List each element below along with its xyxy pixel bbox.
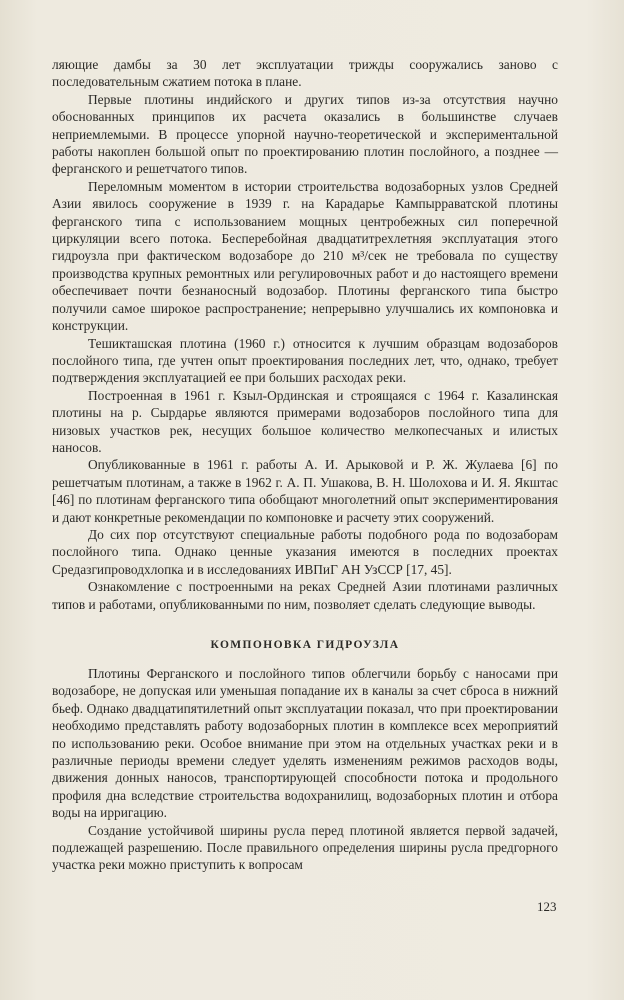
paragraph: Создание устойчивой ширины русла перед плотиной является первой задачей, подлежащей разрешению. После правильного определения ширины русла предгорного участка реки можно приступить к вопросам bbox=[52, 822, 558, 873]
paragraph: Тешикташская плотина (1960 г.) относится к лучшим образцам водозаборов послойного типа, где учтен опыт проектирования последних лет, что, однако, требует подтверждения эксплуатацией ее при больших расходах реки. bbox=[52, 335, 558, 386]
paragraph: Опубликованные в 1961 г. работы А. И. Арыковой и Р. Ж. Жулаева [6] по решетчатым плотинам, а также в 1962 г. А. П. Ушакова, В. Н. Шолохова и И. Я. Якштас [46] по плотинам ферганского типа обобщают многолетний опыт экспериментирования и дают конкретные рекомендации по компоновке и расчету этих сооружений. bbox=[52, 457, 558, 525]
paragraph: Построенная в 1961 г. Кзыл-Ординская и строящаяся с 1964 г. Казалинская плотины на р. Сырдарье являются примерами водозаборов послойного типа для низовых участков рек, несущих большое количество мелкопесчаных и илистых наносов. bbox=[52, 387, 558, 455]
paragraph: Переломным моментом в истории строительства водозаборных узлов Средней Азии явилось сооружение в 1939 г. на Карадарье Кампырраватской плотины ферганского типа с использованием мощных центробежных сил поперечной циркуляции всего потока. Бесперебойная двадцатитрехлетняя эксплуатация этого гидроузла при фактическом водозаборе до 210 м³/сек не требовала по существу производства крупных ремонтных или регулировочных работ и до настоящего времени обеспечивает почти безнаносный водозабор. Плотины ферганского типа быстро получили самое широкое распространение; непрерывно улучшались их компоновка и конструкции. bbox=[52, 178, 558, 334]
page-body bbox=[52, 56, 558, 874]
paragraph: До сих пор отсутствуют специальные работы подобного рода по водозаборам послойного типа. Однако ценные указания имеются в последних проектах Средазгипроводхлопка и в исследованиях ИВПиГ АН УзССР [17, 45]. bbox=[52, 526, 558, 577]
paragraph: Первые плотины индийского и других типов из-за отсутствия научно обоснованных принципов их расчета оказались в большинстве случаев неприемлемыми. В процессе упорной научно-теоретической и экспериментальной работы накоплен большой опыт по проектированию плотин послойного, а позднее — ферганского и решетчатого типов. bbox=[52, 91, 558, 177]
paragraph: Плотины Ферганского и послойного типов облегчили борьбу с наносами при водозаборе, не допуская или уменьшая попадание их в каналы за счет сброса в нижний бьеф. Однако двадцатипятилетний опыт эксплуатации показал, что при проектировании необходимо представлять работу водозаборных плотин в комплексе всех мероприятий по использованию реки. Особое внимание при этом на отдельных участках реки и в различные периоды времени следует уделять изменениям режимов расходов воды, движения донных наносов, транспортирующей способности потока и продольного профиля дна вследствие строительства водохранилищ, водозаборных плотин и отбора воды на ирригацию. bbox=[52, 666, 558, 821]
section-heading: КОМПОНОВКА ГИДРОУЗЛА bbox=[210, 639, 400, 651]
page-number: 123 bbox=[537, 899, 557, 914]
paragraph: Ознакомление с построенными на реках Средней Азии плотинами различных типов и работами, опубликованными по ним, позволяет сделать следующие выводы. bbox=[52, 579, 558, 612]
paragraph: ляющие дамбы за 30 лет эксплуатации трижды сооружались заново с последовательным сжатием потока в плане. bbox=[52, 57, 558, 90]
